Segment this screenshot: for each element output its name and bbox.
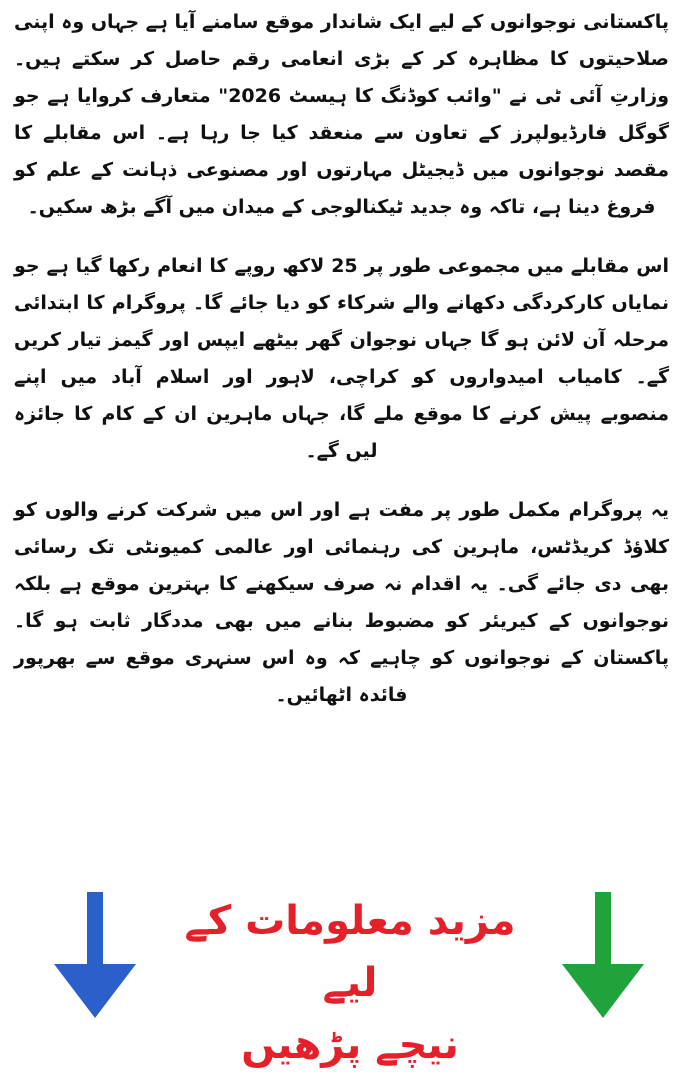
article-paragraph-3: یہ پروگرام مکمل طور پر مفت ہے اور اس میں شرکت کرنے والوں کو کلاؤڈ کریڈٹس، ماہرین کی رہنمائی اور عالمی کمیونٹی تک رسائی بھی دی جائے گی۔ یہ اقدام نہ صرف سیکھنے کا بہترین موقع ہے بلکہ نوجوانوں کے کیریئر کو مضبوط بنانے میں بھی مددگار ثابت ہو گا۔ پاکستان کے نوجوانوں کو چاہیے کہ وہ اس سنہری موقع سے بھرپور فائدہ اٹھائیں۔ xyxy=(14,499,669,706)
read-more-line-2: نیچے پڑھیں xyxy=(241,1022,459,1068)
read-more-banner xyxy=(0,880,683,1068)
article-body xyxy=(14,4,669,736)
read-more-text[interactable] xyxy=(160,890,540,1076)
arrow-down-icon xyxy=(558,892,648,1020)
article-paragraph-1: پاکستانی نوجوانوں کے لیے ایک شاندار موقع سامنے آیا ہے جہاں وہ اپنی صلاحیتوں کا مظاہرہ کر کے بڑی انعامی رقم حاصل کر سکتے ہیں۔ وزارتِ آئی ٹی نے "وائب کوڈنگ کا ہیسٹ 2026" متعارف کروایا ہے جو گوگل فارڈیولپرز کے تعاون سے منعقد کیا جا رہا ہے۔ اس مقابلے کا مقصد نوجوانوں میں ڈیجیٹل مہارتوں اور مصنوعی ذہانت کے علم کو فروغ دینا ہے، تاکہ وہ جدید ٹیکنالوجی کے میدان میں آگے بڑھ سکیں۔ xyxy=(14,11,669,218)
read-more-line-1: مزید معلومات کے لیے xyxy=(184,898,516,1006)
arrow-down-icon xyxy=(50,892,140,1020)
article-paragraph-2: اس مقابلے میں مجموعی طور پر 25 لاکھ روپے کا انعام رکھا گیا ہے جو نمایاں کارکردگی دکھانے والے شرکاء کو دیا جائے گا۔ پروگرام کا ابتدائی مرحلہ آن لائن ہو گا جہاں نوجوان گھر بیٹھے ایپس اور گیمز تیار کریں گے۔ کامیاب امیدواروں کو کراچی، لاہور اور اسلام آباد میں اپنے منصوبے پیش کرنے کا موقع ملے گا، جہاں ماہرین ان کے کام کا جائزہ لیں گے۔ xyxy=(14,255,669,462)
